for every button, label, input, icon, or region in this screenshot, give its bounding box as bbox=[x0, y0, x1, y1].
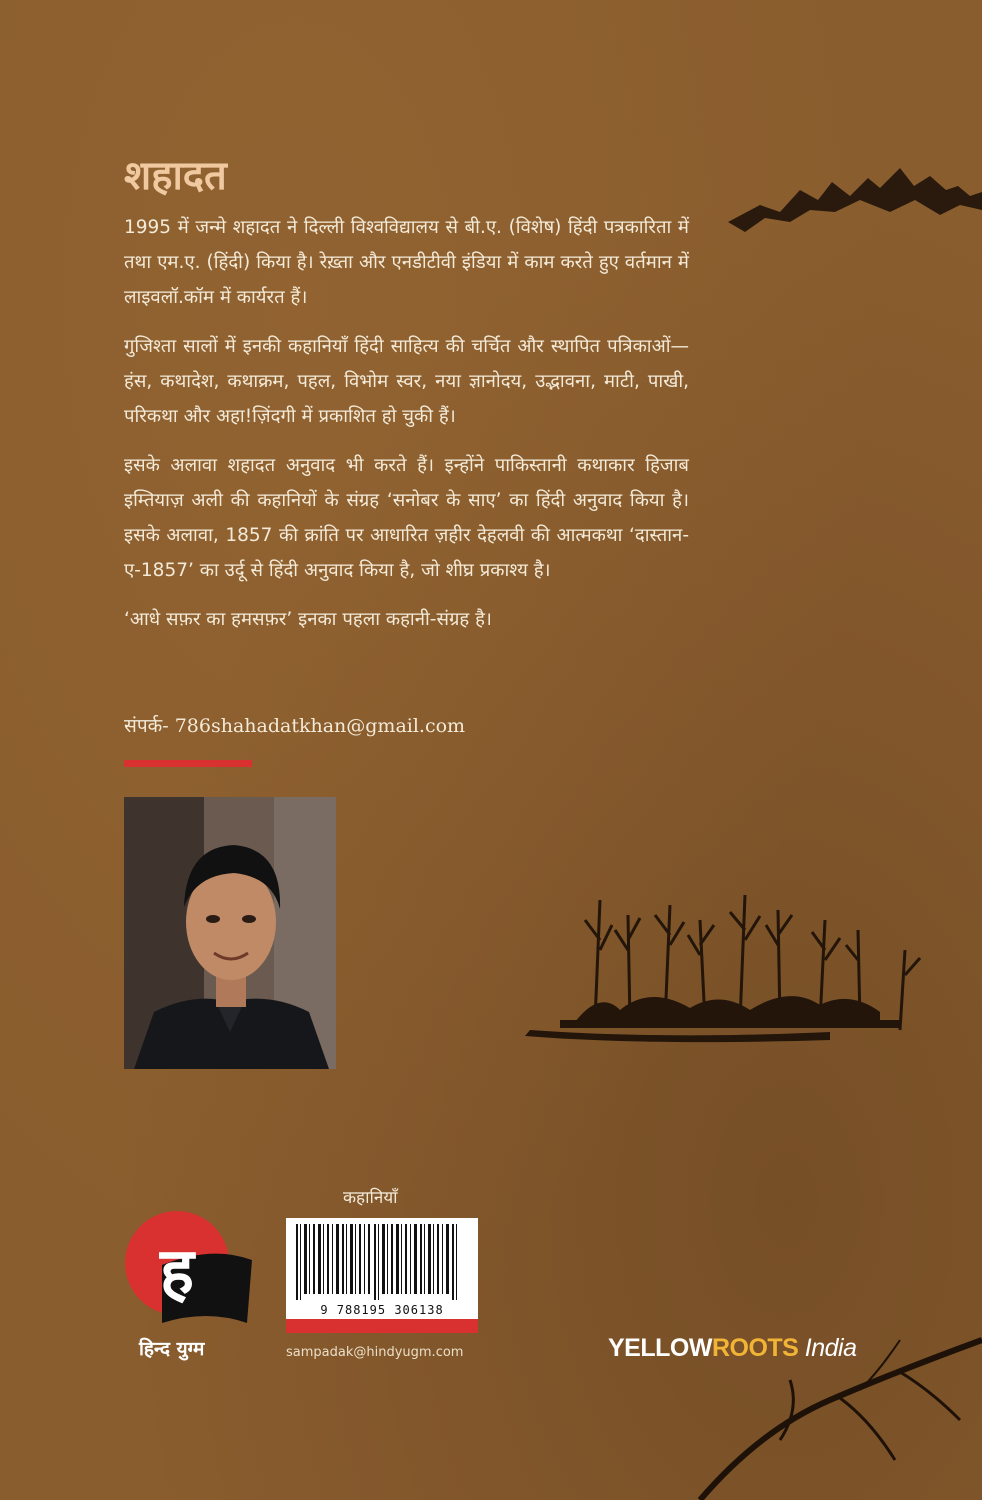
bio-paragraph: 1995 में जन्मे शहादत ने दिल्ली विश्वविद्यालय से बी.ए. (विशेष) हिंदी पत्रकारिता में तथा एम.ए. (हिंदी) किया है। रेख़्ता और एनडीटीवी इंडिया में काम करते हुए वर्तमान में लाइवलॉ.कॉम में कार्यरत हैं। bbox=[124, 217, 689, 308]
isbn-number: 9 788195 306138 bbox=[320, 1303, 444, 1317]
author-bio bbox=[124, 210, 689, 651]
publisher-logo-letter: ह bbox=[160, 1235, 194, 1309]
imprint-roots: ROOTS bbox=[711, 1334, 799, 1362]
author-contact: संपर्क- 786shahadatkhan@gmail.com bbox=[124, 715, 466, 737]
publisher-name: हिन्द युग्म bbox=[139, 1338, 205, 1360]
isbn-barcode bbox=[286, 1218, 478, 1333]
author-photo bbox=[124, 797, 336, 1069]
barcode-bars bbox=[286, 1218, 478, 1303]
imprint-logo bbox=[608, 1334, 857, 1363]
mountain-silhouette bbox=[728, 168, 982, 232]
author-name: शहादत bbox=[124, 153, 227, 199]
publisher-logo-icon bbox=[122, 1205, 254, 1335]
imprint-yellow: YELLOW bbox=[608, 1334, 712, 1362]
bio-paragraph: इसके अलावा शहादत अनुवाद भी करते हैं। इन्होंने पाकिस्तानी कथाकार हिजाब इम्तियाज़ अली की कहानियों के संग्रह ‘सनोबर के साए’ का हिंदी अनुवाद किया है। इसके अलावा, 1857 की क्रांति पर आधारित ज़हीर देहलवी की आत्मकथा ‘दास्तान-ए-1857’ का उर्दू से हिंदी अनुवाद किया है, जो शीघ्र प्रकाश्य है। bbox=[124, 455, 689, 581]
barcode-red-strip bbox=[286, 1319, 478, 1333]
bio-paragraph: ‘आधे सफ़र का हमसफ़र’ इनका पहला कहानी-संग्रह है। bbox=[124, 609, 492, 630]
branch-silhouette bbox=[700, 1340, 982, 1500]
publisher-email: sampadak@hindyugm.com bbox=[286, 1345, 464, 1360]
genre-label: कहानियाँ bbox=[343, 1188, 398, 1208]
divider bbox=[124, 760, 252, 767]
forest-silhouette bbox=[525, 895, 920, 1042]
bio-paragraph: गुजिश्ता सालों में इनकी कहानियाँ हिंदी साहित्य की चर्चित और स्थापित पत्रिकाओं—हंस, कथादेश, कथाक्रम, पहल, विभोम स्वर, नया ज्ञानोदय, उद्भावना, माटी, पाखी, परिकथा और अहा!ज़िंदगी में प्रकाशित हो चुकी हैं। bbox=[124, 336, 689, 427]
imprint-india: India bbox=[798, 1334, 857, 1362]
